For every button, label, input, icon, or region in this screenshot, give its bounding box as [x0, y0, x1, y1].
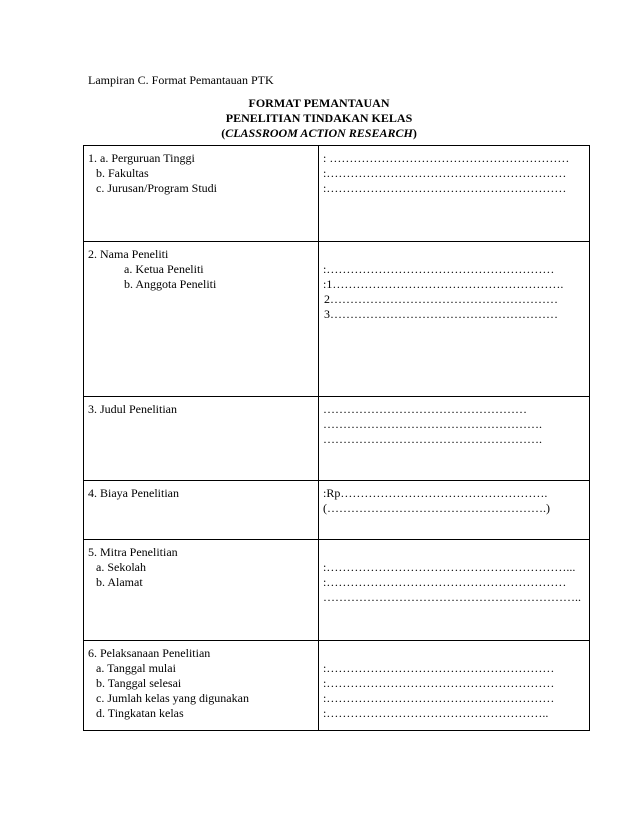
label-partner: 5. Mitra Penelitian — [88, 545, 178, 559]
table-row-researchers — [84, 242, 590, 397]
label-class-level: d. Tingkatan kelas — [96, 706, 184, 720]
row-label-cell — [84, 146, 319, 242]
label-faculty: b. Fakultas — [96, 166, 149, 180]
label-research-title: 3. Judul Penelitian — [88, 402, 177, 416]
label-school: a. Sekolah — [96, 560, 146, 574]
row-value-cell — [319, 397, 590, 481]
title-line-1: FORMAT PEMANTAUAN — [248, 96, 390, 110]
monitoring-form-table — [83, 145, 590, 731]
field-title-line-2[interactable]: ………………………………………………. — [323, 417, 542, 431]
row-label-cell — [84, 397, 319, 481]
row-label-cell — [84, 242, 319, 397]
field-title-line-3[interactable]: ………………………………………………. — [323, 432, 542, 446]
field-title-line-1[interactable]: …………………………………………… — [323, 402, 527, 416]
appendix-label: Lampiran C. Format Pemantauan PTK — [88, 73, 274, 87]
label-end-date: b. Tanggal selesai — [96, 676, 182, 690]
title-paren-open: ( — [221, 126, 226, 140]
label-researcher-name: 2. Nama Peneliti — [88, 247, 169, 261]
label-address: b. Alamat — [96, 575, 143, 589]
table-row-implementation — [84, 641, 590, 731]
label-budget: 4. Biaya Penelitian — [88, 486, 179, 500]
label-member-researcher: b. Anggota Peneliti — [124, 277, 217, 291]
field-start-date[interactable]: :………………………………………………… — [323, 661, 555, 675]
row-value-cell — [319, 481, 590, 540]
field-school[interactable]: :……………………………………………………... — [323, 560, 576, 574]
title-line-3 — [0, 126, 638, 141]
label-implementation: 6. Pelaksanaan Penelitian — [88, 646, 211, 660]
row-label-cell — [84, 540, 319, 641]
row-label-cell — [84, 481, 319, 540]
field-budget-amount[interactable]: :Rp……………………………………………. — [323, 486, 548, 500]
title-line-2: PENELITIAN TINDAKAN KELAS — [225, 111, 413, 125]
field-address-1[interactable]: :…………………………………………………… — [323, 575, 567, 589]
field-class-level[interactable]: :……………………………………………….. — [323, 706, 549, 720]
field-budget-words[interactable]: (……………………………………………….) — [323, 501, 550, 515]
field-institution[interactable]: : …………………………………………………… — [323, 151, 570, 165]
row-value-cell — [319, 641, 590, 731]
field-lead-researcher[interactable]: :………………………………………………… — [323, 262, 555, 276]
label-class-count: c. Jumlah kelas yang digunakan — [96, 691, 249, 705]
label-department: c. Jurusan/Program Studi — [96, 181, 217, 195]
field-class-count[interactable]: :………………………………………………… — [323, 691, 555, 705]
row-value-cell — [319, 540, 590, 641]
table-row-partner — [84, 540, 590, 641]
field-department[interactable]: :…………………………………………………… — [323, 181, 567, 195]
field-address-2[interactable]: ……………………………………………………….. — [323, 590, 581, 604]
form-title-block — [0, 96, 638, 141]
table-row-budget — [84, 481, 590, 540]
row-label-cell — [84, 641, 319, 731]
field-member-2[interactable]: 2………………………………………………… — [324, 292, 558, 306]
label-start-date: a. Tanggal mulai — [96, 661, 176, 675]
table-row-title — [84, 397, 590, 481]
table-row-institution — [84, 146, 590, 242]
field-member-3[interactable]: 3………………………………………………… — [324, 307, 558, 321]
field-member-1[interactable]: :1…………………………………………………. — [323, 277, 564, 291]
row-value-cell — [319, 146, 590, 242]
title-italic: CLASSROOM ACTION RESEARCH — [225, 126, 413, 140]
field-end-date[interactable]: :………………………………………………… — [323, 676, 555, 690]
label-lead-researcher: a. Ketua Peneliti — [124, 262, 204, 276]
title-paren-close: ) — [412, 126, 417, 140]
field-faculty[interactable]: :…………………………………………………… — [323, 166, 567, 180]
row-value-cell — [319, 242, 590, 397]
label-institution: 1. a. Perguruan Tinggi — [88, 151, 195, 165]
